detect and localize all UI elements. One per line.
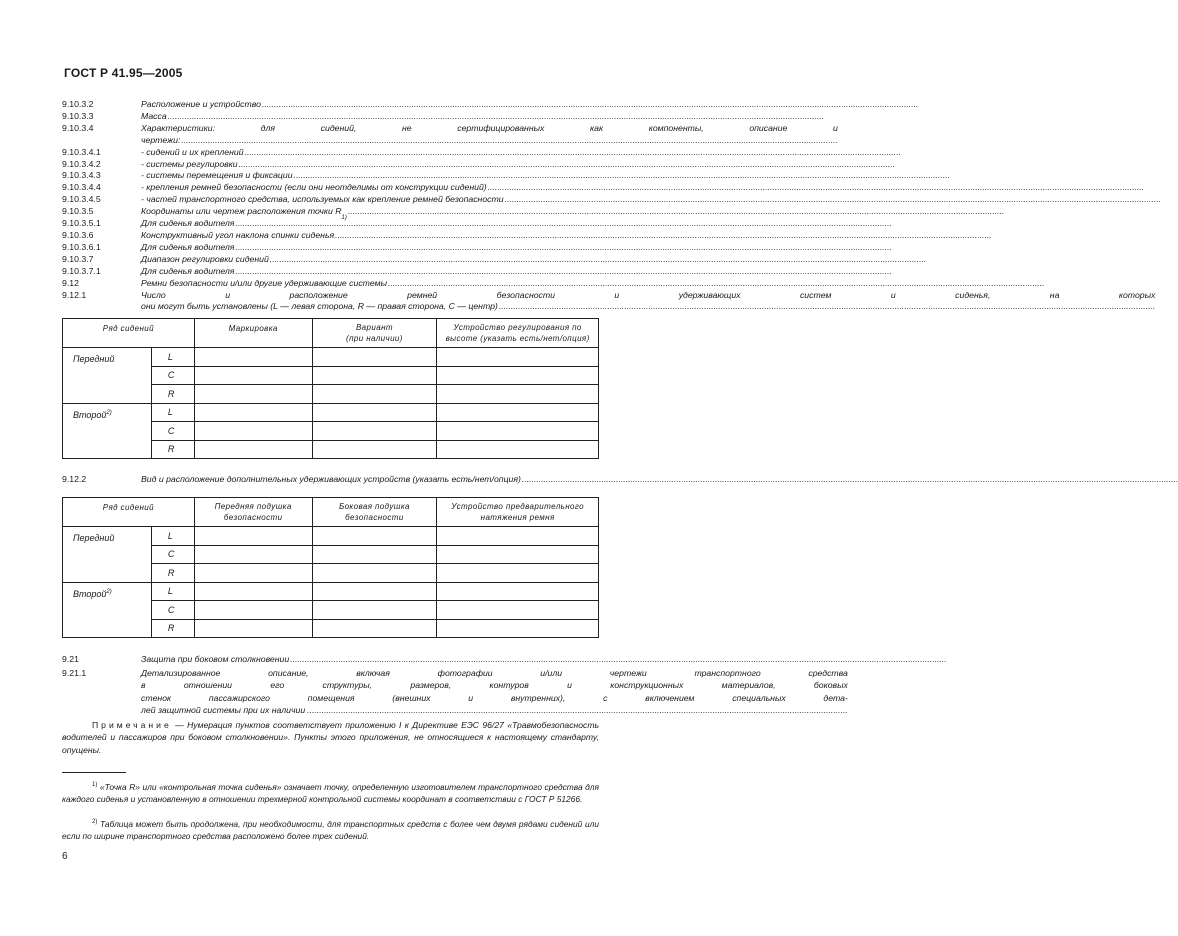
form-cell[interactable] xyxy=(312,440,437,459)
toc-item: 9.10.3.4.5 - частей транспортного средства, используемых как крепление ремней безопасности ..... xyxy=(62,194,599,206)
seat-row-name: Передний xyxy=(63,527,152,583)
toc-item: 9.10.3.7.1 Для сиденья водителя ..... xyxy=(62,266,599,278)
form-cell[interactable] xyxy=(194,440,312,459)
form-cell[interactable] xyxy=(194,422,312,441)
header-pretensioner: Устройство предварительного натяжения ремня xyxy=(437,498,599,527)
form-cell[interactable] xyxy=(437,527,599,546)
seat-position: C xyxy=(151,545,194,564)
seat-position: C xyxy=(151,601,194,620)
document-header: ГОСТ Р 41.95—2005 xyxy=(64,66,183,80)
form-cell[interactable] xyxy=(312,582,437,601)
form-cell[interactable] xyxy=(312,601,437,620)
header-variant: Вариант (при наличии) xyxy=(312,319,437,348)
form-cell[interactable] xyxy=(194,545,312,564)
seat-position: C xyxy=(151,366,194,385)
form-cell[interactable] xyxy=(194,619,312,638)
table-row xyxy=(63,403,599,422)
form-cell[interactable] xyxy=(437,348,599,367)
seat-row-name: Второй$^{2)}$ xyxy=(63,403,152,459)
header-marking: Маркировка xyxy=(194,319,312,348)
header-seat-row: Ряд сидений xyxy=(63,319,195,348)
toc-item: 9.10.3.7 Диапазон регулировки сидений ..... xyxy=(62,254,599,266)
form-cell[interactable] xyxy=(194,564,312,583)
toc-item: 9.10.3.4.3 - системы перемещения и фиксации ..... xyxy=(62,170,599,182)
seat-position: L xyxy=(151,403,194,422)
toc-item: 9.12 Ремни безопасности и/или другие удерживающие системы ..... xyxy=(62,278,599,290)
airbag-table xyxy=(62,497,599,638)
form-cell[interactable] xyxy=(312,366,437,385)
header-front-airbag: Передняя подушка безопасности xyxy=(194,498,312,527)
seat-position: R xyxy=(151,440,194,459)
footnote-separator xyxy=(62,772,126,773)
table-row xyxy=(63,348,599,367)
toc-item: 9.10.3.4 Характеристики: для сидений, не сертифицированных как компоненты, описание и чертежи: ..... xyxy=(62,123,599,147)
form-cell[interactable] xyxy=(194,385,312,404)
header-side-airbag: Боковая подушка безопасности xyxy=(312,498,437,527)
form-cell[interactable] xyxy=(194,527,312,546)
toc-item: 9.10.3.5 Координаты или чертеж расположения точки R 1) ..... xyxy=(62,206,599,218)
form-cell[interactable] xyxy=(437,403,599,422)
form-cell[interactable] xyxy=(312,348,437,367)
note xyxy=(62,719,599,756)
form-cell[interactable] xyxy=(194,403,312,422)
form-cell[interactable] xyxy=(194,348,312,367)
seat-row-name: Передний xyxy=(63,348,152,404)
seat-position: C xyxy=(151,422,194,441)
note-text: — Нумерация пунктов соответствует приложению I к Директиве ЕЭС 96/27 «Травмобезопасность водителей и пассажиров при боковом столкновении». Пункты этого приложения, не относящиеся к настоящему стандарту, опущены. xyxy=(62,720,599,755)
footnote-1: $^{1)}$ «Точка R» или «контрольная точка сиденья» означает точку, определенную изготовителем транспортного средства для каждого сиденья и установленную в отношении трехмерной контрольной системы координат в соответствии с ГОСТ Р 51266. xyxy=(62,782,599,805)
form-cell[interactable] xyxy=(194,601,312,620)
form-cell[interactable] xyxy=(437,385,599,404)
form-cell[interactable] xyxy=(437,545,599,564)
form-cell[interactable] xyxy=(437,582,599,601)
form-cell[interactable] xyxy=(312,545,437,564)
section-9-12-2: 9.12.2 Вид и расположение дополнительных удерживающих устройств (указать есть/нет/опция) ..... xyxy=(62,474,599,486)
toc-item: 9.10.3.5.1 Для сиденья водителя ..... xyxy=(62,218,599,230)
toc-item: 9.10.3.6 Конструктивный угол наклона спинки сиденья ..... xyxy=(62,230,599,242)
toc-item: 9.10.3.4.4 - крепления ремней безопасности (если они неотделимы от конструкции сидений) ..... xyxy=(62,182,599,194)
footnote-2: $^{2)}$ Таблица может быть продолжена, при необходимости, для транспортных средств с более чем двумя рядами сидений или если по ширине транспортного средства расположено более трех сидений. xyxy=(62,819,599,842)
form-cell[interactable] xyxy=(312,527,437,546)
form-cell[interactable] xyxy=(437,564,599,583)
seat-position: L xyxy=(151,527,194,546)
form-cell[interactable] xyxy=(437,440,599,459)
seat-position: R xyxy=(151,564,194,583)
form-cell[interactable] xyxy=(194,582,312,601)
form-cell[interactable] xyxy=(312,564,437,583)
table-row xyxy=(63,527,599,546)
section-9-21: 9.21 Защита при боковом столкновении ..... xyxy=(62,654,599,666)
form-cell[interactable] xyxy=(312,422,437,441)
toc-item: 9.10.3.3 Масса ..... xyxy=(62,111,599,123)
seatbelt-table xyxy=(62,318,599,459)
form-cell[interactable] xyxy=(437,601,599,620)
form-cell[interactable] xyxy=(437,366,599,385)
seat-position: L xyxy=(151,582,194,601)
form-cell[interactable] xyxy=(312,403,437,422)
header-height-device: Устройство регулирования по высоте (указать есть/нет/опция) xyxy=(437,319,599,348)
form-cell[interactable] xyxy=(312,385,437,404)
section-9-21-1: 9.21.1 Детализированное описание, включая фотографии и/или чертежи транспортного средства в отношении его структуры, размеров, контуров и конструкционных материалов, боковых стенок пассажирского помещения (внешних и внутренних), с включением специальных дета- лей защитной системы при их наличии ..... xyxy=(62,667,599,717)
table-row xyxy=(63,582,599,601)
toc-item: 9.10.3.6.1 Для сиденья водителя ..... xyxy=(62,242,599,254)
form-cell[interactable] xyxy=(194,366,312,385)
toc-item: 9.12.1 Число и расположение ремней безопасности и удерживающих систем и сиденья, на которых они могут быть установлены (L — левая сторона, R — правая сторона, С — центр) ..... xyxy=(62,290,599,314)
form-cell[interactable] xyxy=(312,619,437,638)
toc-item: 9.10.3.2 Расположение и устройство ..... xyxy=(62,99,599,111)
toc-item: 9.10.3.4.1 - сидений и их креплений ..... xyxy=(62,147,599,159)
seat-position: R xyxy=(151,385,194,404)
seat-position: L xyxy=(151,348,194,367)
seat-row-name: Второй$^{2)}$ xyxy=(63,582,152,638)
seat-position: R xyxy=(151,619,194,638)
page-number: 6 xyxy=(62,851,68,862)
header-seat-row: Ряд сидений xyxy=(63,498,195,527)
form-cell[interactable] xyxy=(437,619,599,638)
note-label: Примечание xyxy=(92,720,172,730)
toc-list xyxy=(62,99,1156,313)
form-cell[interactable] xyxy=(437,422,599,441)
toc-item: 9.10.3.4.2 - системы регулировки ..... xyxy=(62,159,599,171)
